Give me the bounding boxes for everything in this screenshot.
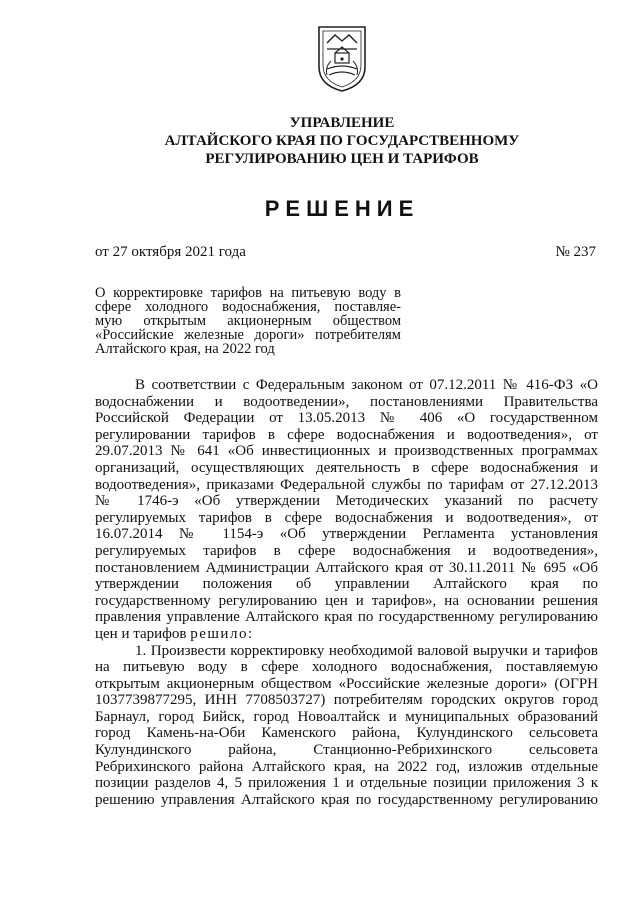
subject-line: Алтайского края, на 2022 год [95,341,275,357]
preamble-line: регулируемых тарифов в сфере водоснабжения и водоотведения», от [95,509,598,526]
preamble-line: государственному регулированию цен и тарифов», на основании решения [95,592,598,609]
preamble-line: 29.07.2013 № 641 «Об инвестиционных и производственных программах [95,443,598,460]
subject-line: мую открытым акционерным обществом [95,313,401,329]
preamble-line: № 1746-э «Об утверждении Методических указаний по расчету [95,493,598,510]
preamble-line: водоотведения», приказами Федеральной службы по тарифам от 27.12.2013 [95,476,598,493]
preamble-line: организаций, осуществляющих деятельность в сфере водоснабжения и [95,459,598,476]
preamble-line: В соответствии с Федеральным законом от 07.12.2011 № 416-ФЗ «О [135,377,598,393]
preamble-line: регулировании тарифов в сфере водоснабжения и водоотведения», от [95,426,598,443]
agency-line-1: УПРАВЛЕНИЕ [289,115,395,131]
item-line: Кулундинского района, Станционно-Ребрихинского сельсовета [95,742,598,759]
document-subject [95,286,401,356]
preamble-line: правления управление Алтайского края по государственному регулированию [95,609,598,626]
document-type-title: РЕШЕНИЕ [264,196,420,221]
item-line: Ребрихинского района Алтайского края, на 2022 год, изложив отдельные [95,758,598,775]
preamble-line: 16.07.2014 № 1154-э «Об утверждении Регламента установления [95,526,598,543]
item-line: 1037739877295, ИНН 7708503727) потребителям городских округов город [95,692,598,709]
decided-word: решило: [190,625,254,642]
preamble-line: регулируемых тарифов в сфере водоснабжения и водоотведения», [95,542,598,559]
preamble-paragraph [95,377,598,643]
preamble-line: утверждении положения об управлении Алтайского края по [95,576,598,593]
preamble-closing-line [95,626,598,643]
item-line: позиции разделов 4, 5 приложения 1 и отдельные позиции приложения 3 к [95,775,598,792]
subject-line: О корректировке тарифов на питьевую воду в [95,285,401,301]
document-date: от 27 октября 2021 года [95,244,246,260]
item-line: решению управления Алтайского края по государственному регулированию [95,791,598,808]
subject-line: «Российские железные дороги» потребителям [95,327,401,343]
item-line: открытым акционерным обществом «Российские железные дороги» (ОГРН [95,675,598,692]
preamble-line: Российской Федерации от 13.05.2013 № 406 «О государственном [95,410,598,427]
agency-name [0,114,640,168]
item-line: на питьевую воду в сфере холодного водоснабжения, поставляемую [95,659,598,676]
item-line: город Камень-на-Оби Каменского района, Кулундинского сельсовета [95,725,598,742]
preamble-end-text: цен и тарифов [95,625,191,642]
document-number: № 237 [555,244,596,260]
agency-line-2: АЛТАЙСКОГО КРАЯ ПО ГОСУДАРСТВЕННОМУ [164,133,520,149]
preamble-line: постановлением Администрации Алтайского края от 30.11.2011 № 695 «Об [95,559,598,576]
item-line: Барнаул, город Бийск, город Новоалтайск и муниципальных образований [95,708,598,725]
coat-of-arms-icon [313,23,371,93]
subject-line: сфере холодного водоснабжения, поставляе- [95,299,401,315]
preamble-line: водоснабжении и водоотведении», постановлениями Правительства [95,393,598,410]
agency-line-3: РЕГУЛИРОВАНИЮ ЦЕН И ТАРИФОВ [205,151,479,167]
item-line: 1. Произвести корректировку необходимой валовой выручки и тарифов [135,642,598,659]
item-1-paragraph [95,643,598,809]
document-body [95,377,598,808]
